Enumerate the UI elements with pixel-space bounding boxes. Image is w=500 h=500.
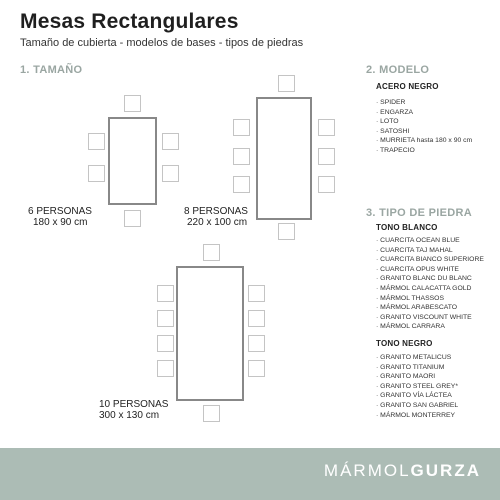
list-item: · ENGARZA — [376, 108, 472, 118]
list-item: · GRANITO BLANC DU BLANC — [376, 274, 484, 284]
stone-white-list — [376, 236, 484, 332]
list-item: · CUARCITA BIANCO SUPERIORE — [376, 255, 484, 265]
table-size: 300 x 130 cm — [99, 410, 160, 421]
section-stone-heading: 3. TIPO DE PIEDRA — [366, 207, 472, 219]
list-item: · MÁRMOL CARRARA — [376, 322, 484, 332]
chair — [124, 95, 141, 112]
chair — [88, 165, 105, 182]
chair — [162, 133, 179, 150]
list-item: · GRANITO SAN GABRIEL — [376, 401, 458, 411]
model-heading: ACERO NEGRO — [376, 82, 439, 91]
list-item: · MÁRMOL ARABESCATO — [376, 303, 484, 313]
chair — [203, 244, 220, 261]
model-list — [376, 98, 472, 156]
chair — [157, 310, 174, 327]
table-size: 180 x 90 cm — [33, 217, 88, 228]
list-item: · MÁRMOL CALACATTA GOLD — [376, 284, 484, 294]
table-top — [176, 266, 244, 401]
section-size-heading: 1. TAMAÑO — [20, 64, 83, 76]
chair — [157, 335, 174, 352]
chair — [248, 335, 265, 352]
stone-black-list — [376, 353, 458, 420]
list-item: · GRANITO VÍA LÁCTEA — [376, 391, 458, 401]
chair — [88, 133, 105, 150]
footer-band — [0, 448, 500, 500]
section-model-heading: 2. MODELO — [366, 64, 430, 76]
chair — [203, 405, 220, 422]
stone-black-heading: TONO NEGRO — [376, 339, 433, 348]
list-item: · GRANITO MAORI — [376, 372, 458, 382]
brand-part-1: MÁRMOL — [323, 461, 411, 480]
table-caption-8 — [184, 206, 248, 228]
list-item: · GRANITO STEEL GREY* — [376, 382, 458, 392]
chair — [278, 223, 295, 240]
chair — [318, 119, 335, 136]
list-item: · CUARCITA OPUS WHITE — [376, 265, 484, 275]
chair — [124, 210, 141, 227]
table-top — [108, 117, 157, 205]
chair — [233, 176, 250, 193]
chair — [248, 285, 265, 302]
brand-logo — [324, 461, 481, 481]
chair — [318, 148, 335, 165]
brand-part-2: GURZA — [410, 461, 481, 480]
table-caption-10 — [99, 399, 168, 421]
list-item: · CUARCITA OCEAN BLUE — [376, 236, 484, 246]
list-item: · GRANITO TITANIUM — [376, 363, 458, 373]
table-caption-6 — [28, 206, 92, 228]
table-people: 6 PERSONAS — [28, 206, 92, 217]
chair — [157, 360, 174, 377]
list-item: · LOTO — [376, 117, 472, 127]
table-people: 10 PERSONAS — [99, 399, 169, 410]
chair — [162, 165, 179, 182]
chair — [233, 148, 250, 165]
list-item: · TRAPECIO — [376, 146, 472, 156]
list-item: · MURRIETA hasta 180 x 90 cm — [376, 136, 472, 146]
list-item: · SPIDER — [376, 98, 472, 108]
table-people: 8 PERSONAS — [184, 206, 248, 217]
list-item: · CUARCITA TAJ MAHAL — [376, 246, 484, 256]
chair — [278, 75, 295, 92]
table-size: 220 x 100 cm — [187, 217, 248, 228]
chair — [157, 285, 174, 302]
list-item: · GRANITO METALICUS — [376, 353, 458, 363]
page-title: Mesas Rectangulares — [20, 10, 239, 33]
chair — [248, 360, 265, 377]
page-subtitle: Tamaño de cubierta - modelos de bases - tipos de piedras — [20, 37, 304, 49]
chair — [233, 119, 250, 136]
list-item: · MÁRMOL THASSOS — [376, 294, 484, 304]
list-item: · GRANITO VISCOUNT WHITE — [376, 313, 484, 323]
table-top — [256, 97, 312, 220]
list-item: · MÁRMOL MONTERREY — [376, 411, 458, 421]
chair — [248, 310, 265, 327]
chair — [318, 176, 335, 193]
list-item: · SATOSHI — [376, 127, 472, 137]
stone-white-heading: TONO BLANCO — [376, 223, 438, 232]
